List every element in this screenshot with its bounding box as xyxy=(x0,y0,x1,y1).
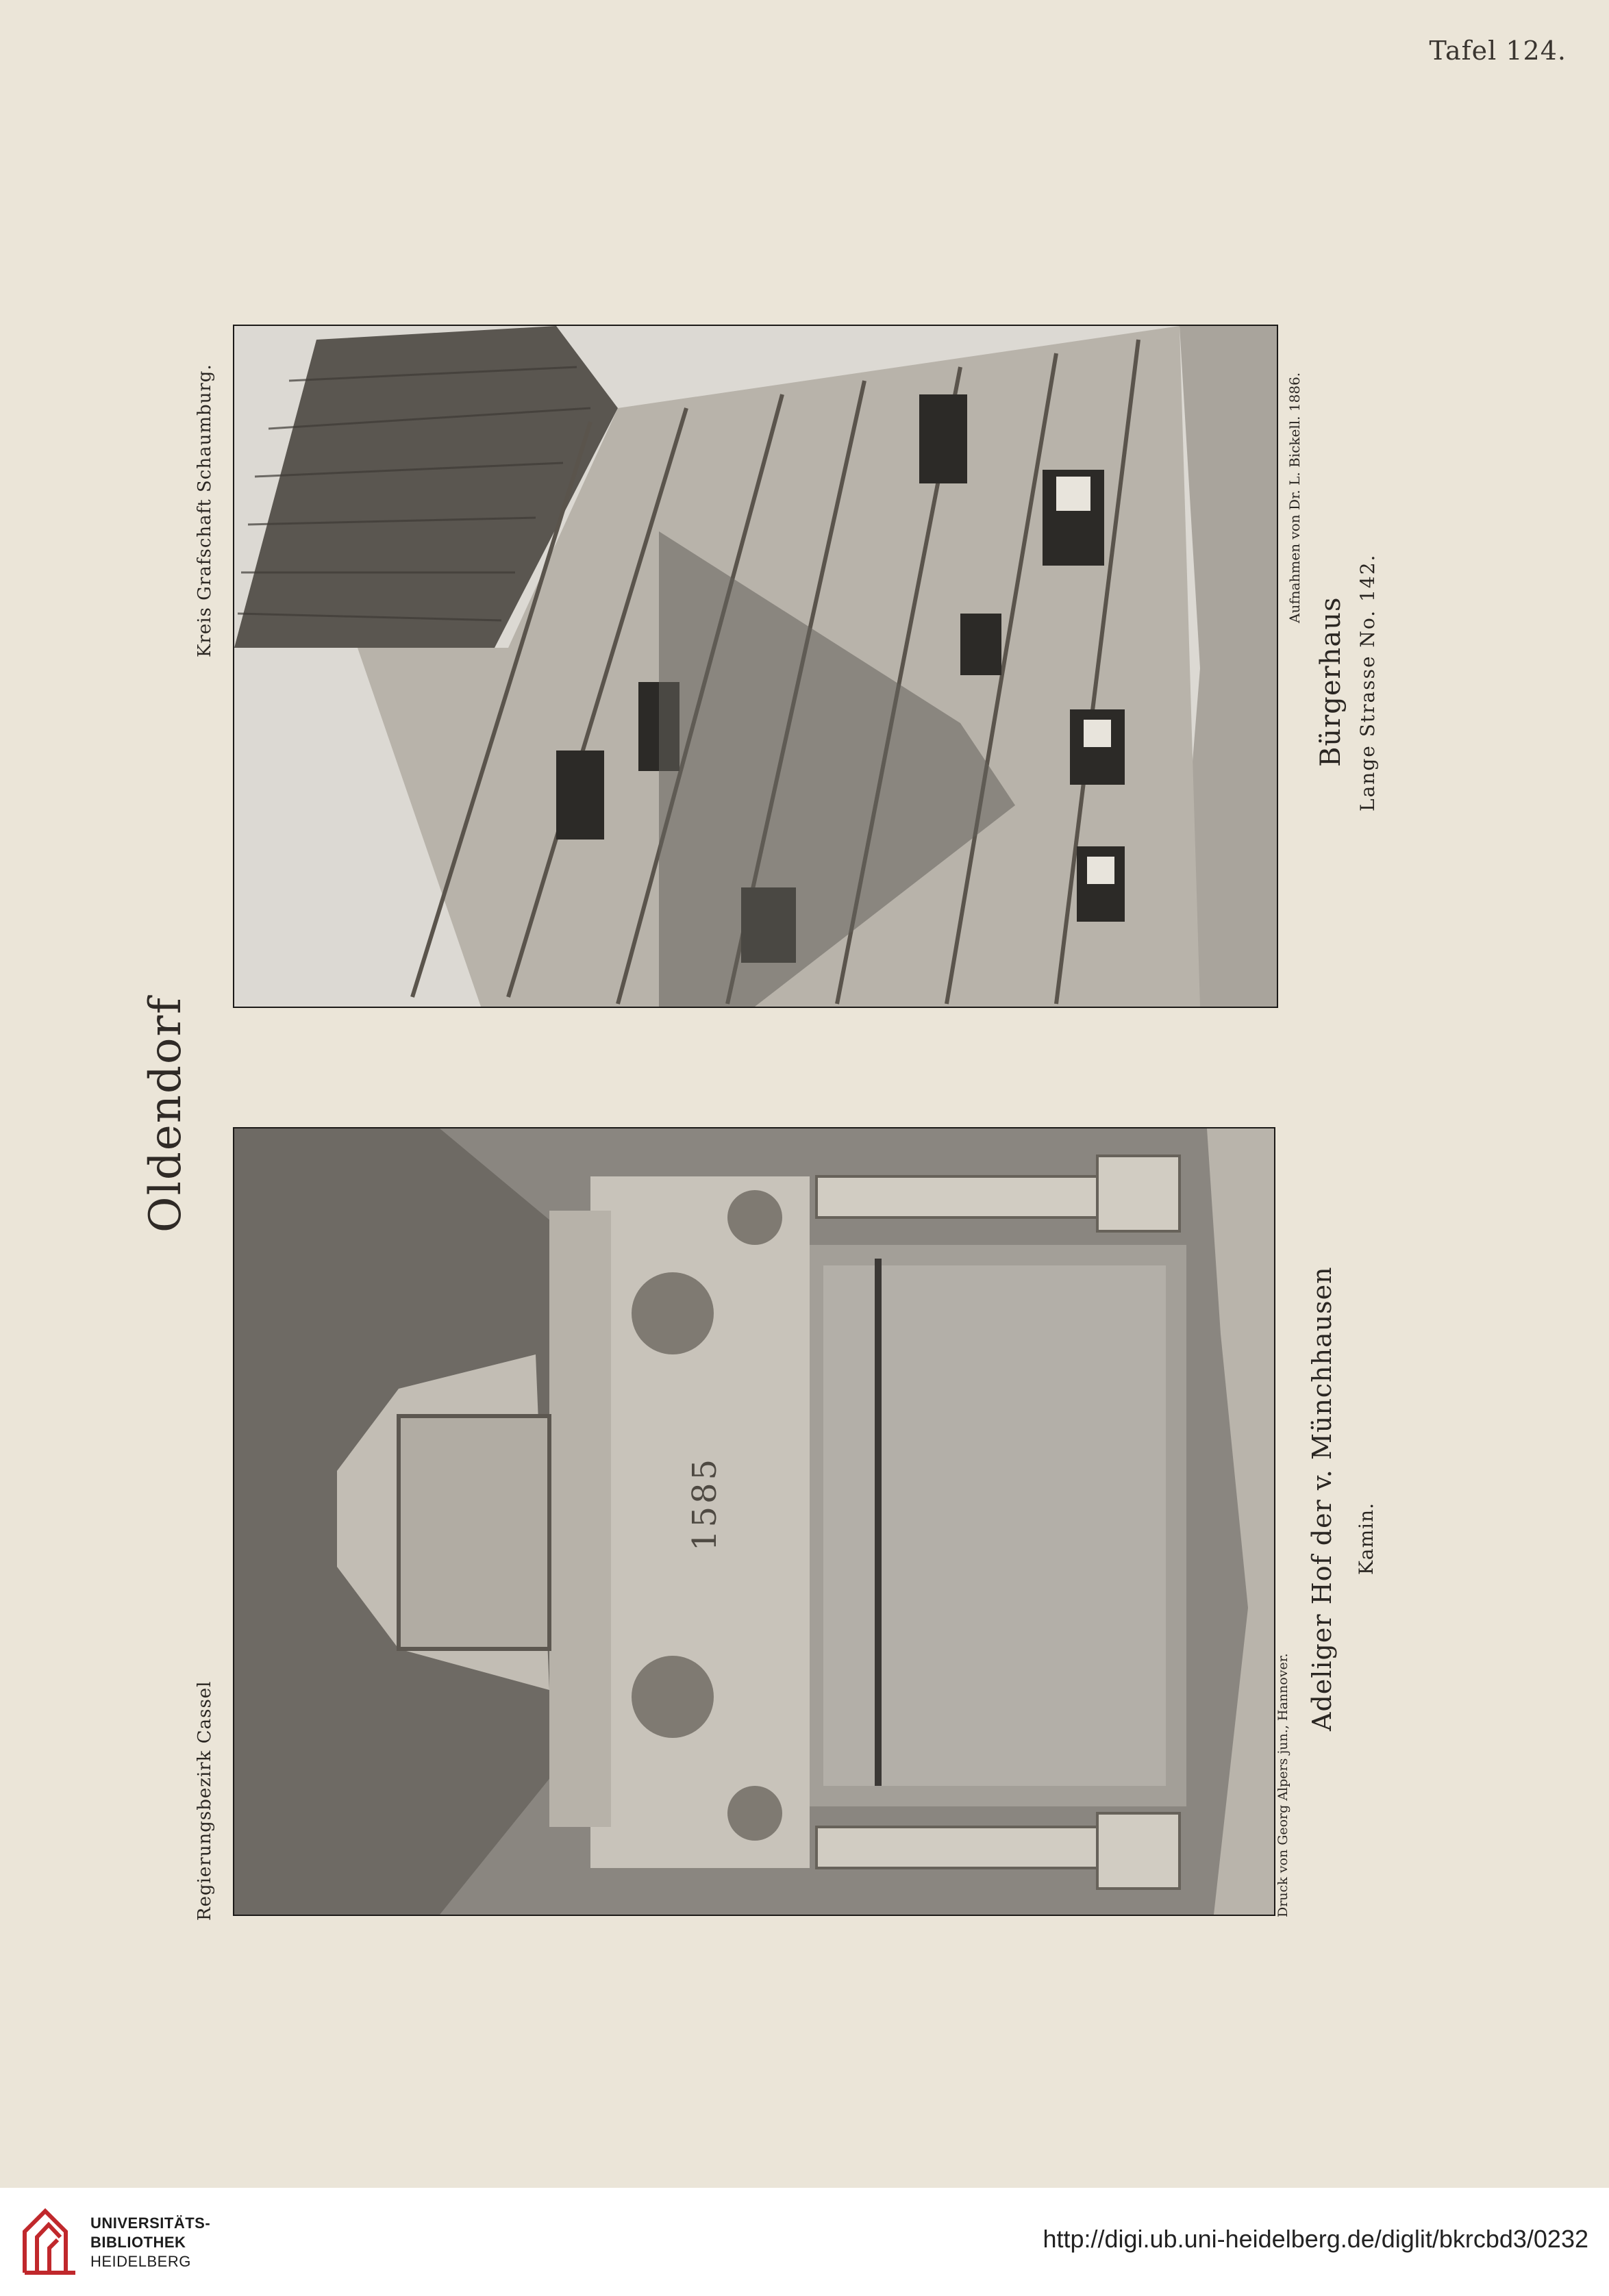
printer-credit: Druck von Georg Alpers jun., Hannover. xyxy=(1275,1653,1290,1917)
library-name xyxy=(90,2214,210,2271)
left-subject-subtitle: Kamin. xyxy=(1355,1502,1377,1575)
photographer-credit: Aufnahmen von Dr. L. Bickell. 1886. xyxy=(1286,372,1303,623)
photo-kamin xyxy=(234,1128,1274,1915)
plate-number: Tafel 124. xyxy=(1429,36,1567,66)
left-region-label: Regierungsbezirk Cassel xyxy=(195,1680,215,1921)
university-library-logo-icon xyxy=(18,2204,81,2280)
library-name-line3: HEIDELBERG xyxy=(90,2253,191,2270)
buergerhaus-photo-illustration xyxy=(234,326,1277,1007)
library-name-line1: UNIVERSITÄTS- xyxy=(90,2215,211,2232)
kamin-photo-illustration xyxy=(234,1128,1274,1915)
right-subject-subtitle: Lange Strasse No. 142. xyxy=(1356,553,1379,811)
source-url-link[interactable]: http://digi.ub.uni-heidelberg.de/diglit/bkrcbd3/0232 xyxy=(1043,2225,1588,2253)
library-name-line2: BIBLIOTHEK xyxy=(90,2234,186,2251)
right-region-label: Kreis Grafschaft Schaumburg. xyxy=(195,364,215,657)
right-subject-title: Bürgerhaus xyxy=(1315,596,1347,767)
footer-bar xyxy=(0,2188,1609,2296)
left-subject-title: Adeliger Hof der v. Münchhausen xyxy=(1307,1266,1337,1731)
page-title: Oldendorf xyxy=(140,996,191,1233)
carved-date: 1585 xyxy=(686,1456,725,1552)
photo-buergerhaus xyxy=(234,326,1277,1007)
